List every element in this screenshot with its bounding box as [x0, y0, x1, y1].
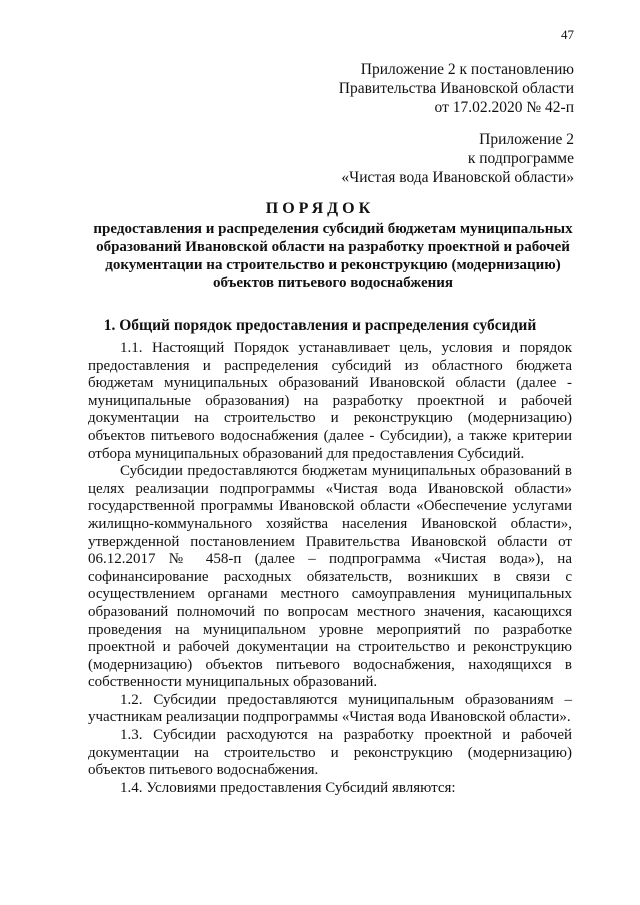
appendix-line: Приложение 2 к постановлению	[360, 61, 574, 78]
appendix-to-subprogram	[341, 130, 574, 187]
appendix-line: Правительства Ивановской области	[338, 80, 574, 97]
section-heading: 1. Общий порядок предоставления и распределения субсидий	[103, 317, 537, 334]
appendix-line: от 17.02.2020 № 42-п	[434, 99, 574, 116]
page-number: 47	[561, 27, 574, 42]
appendix-line: к подпрограмме	[467, 150, 574, 167]
paragraph: 1.4. Условиями предоставления Субсидий являются:	[120, 779, 456, 796]
paragraph: 1.3. Субсидии расходуются на разработку проектной и рабочей документации на строительство и реконструкцию (модернизацию) объектов питьевого водоснабжения.	[88, 727, 572, 779]
paragraph: 1.1. Настоящий Порядок устанавливает цель, условия и порядок предоставления и распределения субсидий из областного бюджета бюджетам муниципальных образований Ивановской области (далее - муниципальные образования) на разработку проектной и рабочей документации на строительство и реконструкцию (модернизацию) объектов питьевого водоснабжения (далее - Субсидии), а также критерии отбора муниципальных образований для предоставления Субсидий.	[88, 340, 572, 462]
appendix-line: Приложение 2	[479, 131, 574, 148]
appendix-line: «Чистая вода Ивановской области»	[341, 169, 574, 186]
appendix-to-resolution	[339, 60, 574, 117]
paragraph: 1.2. Субсидии предоставляются муниципальным образованиям – участникам реализации подпрограммы «Чистая вода Ивановской области».	[88, 691, 572, 726]
document-subtitle: предоставления и распределения субсидий бюджетам муниципальных образований Ивановской области на разработку проектной и рабочей документации на строительство и реконструкцию (модернизацию) объектов питьевого водоснабжения	[93, 221, 573, 291]
document-title: ПОРЯДОК	[265, 200, 375, 217]
paragraph: Субсидии предоставляются бюджетам муниципальных образований в целях реализации подпрограммы «Чистая вода Ивановской области» государственной программы Ивановской области «Обеспечение услугами жилищно-коммунального хозяйства населения Ивановской области», утвержденной постановлением Правительства Ивановской области от 06.12.2017 № 458-п (далее – подпрограмма «Чистая вода»), на софинансирование расходных обязательств, возникших в связи с осуществлением органами местного самоуправления муниципальных образований полномочий по вопросам местного значения, касающихся проведения на муниципальном уровне мероприятий по разработке проектной и рабочей документации на строительство и реконструкцию (модернизацию) объектов питьевого водоснабжения, находящихся в собственности муниципальных образований.	[88, 463, 572, 691]
body-text	[88, 340, 572, 797]
